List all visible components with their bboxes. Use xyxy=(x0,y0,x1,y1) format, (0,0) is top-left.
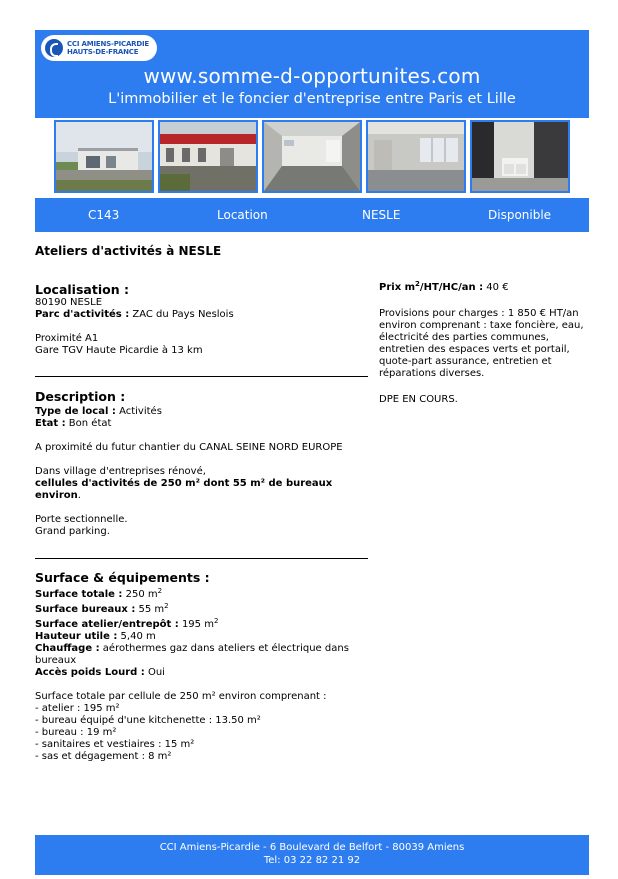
postal-code: 80190 NESLE xyxy=(35,297,103,308)
header-banner xyxy=(35,30,589,118)
local-type: Type de local : Activités xyxy=(35,406,162,417)
description-heading: Description : xyxy=(35,389,126,404)
description-section xyxy=(35,389,355,538)
description-para-1: A proximité du futur chantier du CANAL SEINE NORD EUROPE xyxy=(35,442,343,453)
transaction-type: Location xyxy=(217,208,268,222)
cci-logo xyxy=(41,35,157,61)
breakdown-item: - bureau équipé d'une kitchenette : 13.50 m² xyxy=(35,715,261,726)
surface-heading: Surface & équipements : xyxy=(35,570,210,585)
breakdown-item: - sas et dégagement : 8 m² xyxy=(35,751,172,762)
logo-line-1: CCI AMIENS-PICARDIE xyxy=(67,40,149,48)
logo-line-2: HAUTS-DE-FRANCE xyxy=(67,48,139,56)
price-per-sqm: Prix $m^2/HT/HC/an$ : 40 € xyxy=(379,280,509,293)
photo-kitchenette[interactable] xyxy=(470,120,570,193)
cci-logo-icon xyxy=(45,39,63,57)
section-divider xyxy=(35,558,368,559)
listing-info-bar xyxy=(35,198,589,232)
surface-breakdown-intro: Surface totale par cellule de 250 m² environ comprenant : xyxy=(35,691,327,702)
breakdown-item: - sanitaires et vestiaires : 15 m² xyxy=(35,739,195,750)
description-para-3: Porte sectionnelle. Grand parking. xyxy=(35,514,128,537)
footer-address: CCI Amiens-Picardie - 6 Boulevard de Belfort - 80039 Amiens xyxy=(159,842,465,853)
dpe-status: DPE EN COURS. xyxy=(379,394,458,405)
ceiling-height: Hauteur utile : 5,40 m xyxy=(35,631,156,642)
section-divider xyxy=(35,376,368,377)
localisation-section xyxy=(35,282,368,357)
condition: Etat : Bon état xyxy=(35,418,112,429)
surface-workshop: Surface atelier/entrepôt : 195 $m^2$ xyxy=(35,617,219,630)
proximity-train: Gare TGV Haute Picardie à 13 km xyxy=(35,345,203,356)
photo-warehouse-interior[interactable] xyxy=(262,120,362,193)
photo-red-building[interactable] xyxy=(158,120,258,193)
reference-code: C143 xyxy=(88,208,120,222)
surface-offices: Surface bureaux : 55 $m^2$ xyxy=(35,602,169,615)
city-name: NESLE xyxy=(362,208,401,222)
charges-provision: Provisions pour charges : 1 850 € HT/an environ comprenant : taxe foncière, eau, électricité des parties communes, entretien des espaces verts et portail, quote-part assurance, entretien et réparations diverses. xyxy=(379,308,584,379)
business-park: Parc d'activités : ZAC du Pays Neslois xyxy=(35,309,234,320)
heating: Chauffage : aérothermes gaz dans ateliers et électrique dans bureaux xyxy=(35,643,349,666)
tagline: L'immobilier et le foncier d'entreprise entre Paris et Lille xyxy=(108,91,516,107)
surface-total: Surface totale : 250 $m^2$ xyxy=(35,587,163,600)
localisation-heading: Localisation : xyxy=(35,282,129,297)
footer-banner xyxy=(35,835,589,875)
site-url[interactable]: www.somme-d-opportunites.com xyxy=(143,64,481,88)
listing-title: Ateliers d'activités à NESLE xyxy=(35,244,222,258)
heavy-vehicle-access: Accès poids Lourd : Oui xyxy=(35,667,165,678)
description-para-2: Dans village d'entreprises rénové, cellules d'activités de 250 m² dont 55 m² de bureaux environ. xyxy=(35,466,333,501)
photo-strip xyxy=(35,118,589,198)
breakdown-item: - bureau : 19 m² xyxy=(35,727,117,738)
photo-building-exterior[interactable] xyxy=(54,120,154,193)
footer-phone[interactable]: Tel: 03 22 82 21 92 xyxy=(263,855,361,866)
availability-status: Disponible xyxy=(488,208,552,222)
proximity-motorway: Proximité A1 xyxy=(35,333,99,344)
surface-section xyxy=(35,570,368,763)
breakdown-item: - atelier : 195 m² xyxy=(35,703,120,714)
photo-office-interior[interactable] xyxy=(366,120,466,193)
pricing-section xyxy=(379,282,587,406)
